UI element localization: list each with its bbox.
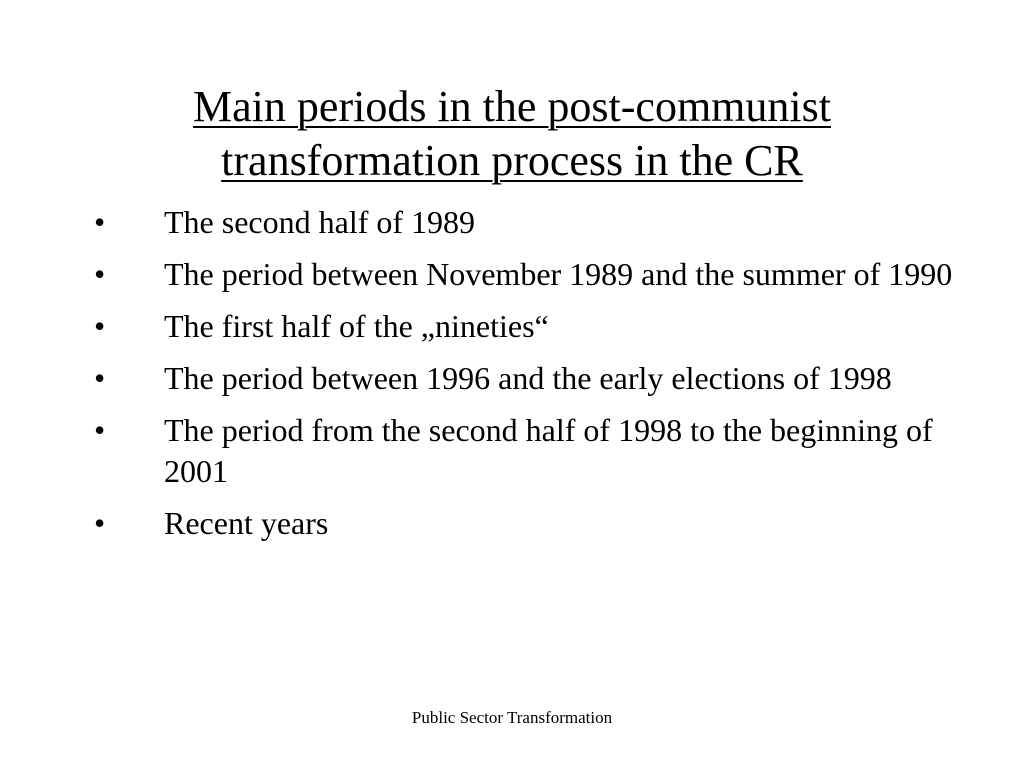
bullet-text: The period from the second half of 1998 to the beginning of 2001	[164, 412, 933, 489]
bullet-icon: •	[94, 256, 106, 292]
list-item	[94, 410, 964, 492]
list-item	[94, 358, 964, 399]
bullet-text: The first half of the „nineties“	[164, 308, 549, 344]
bullet-icon: •	[94, 505, 106, 541]
bullet-icon: •	[94, 204, 106, 240]
slide-title-line-1: Main periods in the post-communist	[193, 82, 831, 131]
list-item	[94, 503, 964, 544]
slide-footer: Public Sector Transformation	[411, 708, 613, 727]
bullet-list	[94, 202, 964, 555]
bullet-text: The second half of 1989	[164, 204, 476, 240]
slide-title	[100, 80, 924, 188]
bullet-text: The period between November 1989 and the summer of 1990	[164, 256, 953, 292]
slide-title-line-2: transformation process in the CR	[221, 136, 803, 185]
bullet-text: The period between 1996 and the early elections of 1998	[164, 360, 892, 396]
bullet-icon: •	[94, 360, 106, 396]
bullet-icon: •	[94, 412, 106, 448]
list-item	[94, 306, 964, 347]
bullet-icon: •	[94, 308, 106, 344]
bullet-text: Recent years	[164, 505, 329, 541]
list-item	[94, 254, 964, 295]
list-item	[94, 202, 964, 243]
